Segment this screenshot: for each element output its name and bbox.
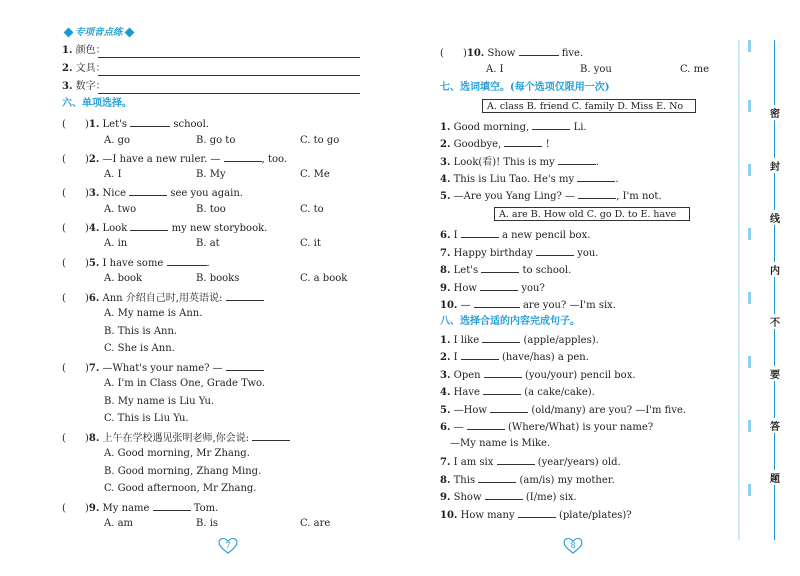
fill-item: 1. I like (apple/apples).: [440, 332, 599, 348]
option[interactable]: A. My name is Ann.: [104, 308, 203, 319]
answer-paren[interactable]: ( ): [62, 258, 89, 269]
option[interactable]: A. Good morning, Mr Zhang.: [104, 448, 250, 459]
answer-paren[interactable]: ( ): [62, 433, 89, 444]
option[interactable]: A. go: [104, 135, 131, 146]
question-4: ( )4. Look my new storybook.: [62, 220, 267, 236]
blank[interactable]: [130, 220, 168, 231]
blank[interactable]: [467, 419, 505, 430]
page-number: 8: [570, 541, 576, 550]
answer-paren[interactable]: ( ): [62, 154, 89, 165]
fill-item: 8. This (am/is) my mother.: [440, 472, 615, 488]
blank[interactable]: [577, 171, 615, 182]
blank[interactable]: [167, 255, 207, 266]
option[interactable]: C. Me: [300, 169, 330, 180]
fill-item: 2. Goodbye, !: [440, 136, 550, 152]
option[interactable]: B. is: [196, 518, 219, 529]
blank[interactable]: [519, 45, 559, 56]
blank[interactable]: [484, 367, 522, 378]
fill-item: 7. I am six (year/years) old.: [440, 454, 621, 470]
question-1: ( )1. Let's school.: [62, 116, 209, 132]
question-9: ( )9. My name Tom.: [62, 500, 218, 516]
option[interactable]: C. This is Liu Yu.: [104, 413, 189, 424]
option[interactable]: A. I: [104, 169, 122, 180]
blank[interactable]: [226, 360, 264, 371]
question-8: ( )8. 上午在学校遇见张明老师,你会说:: [62, 430, 290, 446]
blank[interactable]: [129, 185, 167, 196]
fill-item: 4. This is Liu Tao. He's my .: [440, 171, 619, 187]
option[interactable]: B. you: [580, 64, 612, 75]
fill-item: 5. —Are you Yang Ling? — , I'm not.: [440, 188, 662, 204]
option[interactable]: C. Good afternoon, Mr Zhang.: [104, 483, 257, 494]
option[interactable]: A. I'm in Class One, Grade Two.: [104, 378, 266, 389]
fill-item: 7. Happy birthday you.: [440, 245, 598, 261]
section-7-title: 七、选词填空。(每个选项仅限用一次): [440, 82, 610, 93]
option[interactable]: C. to: [300, 204, 324, 215]
seal-char: 不: [769, 314, 781, 329]
blank[interactable]: [482, 332, 520, 343]
fill-item: 6. I a new pencil box.: [440, 227, 590, 243]
blank[interactable]: [532, 119, 570, 130]
word-bank-2: A. are B. How old C. go D. to E. have: [494, 207, 690, 221]
blank[interactable]: [478, 472, 516, 483]
blank[interactable]: [461, 349, 499, 360]
seal-char: 线: [769, 210, 781, 225]
page-number: 7: [225, 541, 231, 550]
blank[interactable]: [536, 245, 574, 256]
answer-paren[interactable]: ( ): [62, 188, 89, 199]
option[interactable]: B. Good morning, Zhang Ming.: [104, 466, 262, 477]
seal-char: 密: [769, 105, 781, 120]
option[interactable]: A. am: [104, 518, 134, 529]
binding-dashes: [748, 40, 758, 540]
fill-item: 3. Look(看)! This is my .: [440, 154, 599, 170]
answer-line[interactable]: [98, 75, 360, 76]
blank[interactable]: [558, 154, 596, 165]
seal-char: 封: [769, 158, 781, 173]
option[interactable]: A. two: [104, 204, 137, 215]
answer-paren[interactable]: ( ): [62, 503, 89, 514]
option[interactable]: B. at: [196, 238, 220, 249]
seal-char: 题: [769, 470, 781, 485]
blank[interactable]: [252, 430, 290, 441]
section-header: 专项音点练: [62, 26, 136, 40]
option[interactable]: A. I: [486, 64, 504, 75]
binding-divider: [738, 40, 740, 540]
question-5: ( )5. I have some .: [62, 255, 210, 271]
diamond-icon: [124, 28, 134, 38]
option[interactable]: C. She is Ann.: [104, 343, 175, 354]
fill-item: 8. Let's to school.: [440, 262, 571, 278]
seal-char: 答: [769, 418, 781, 433]
question-7: ( )7. —What's your name? —: [62, 360, 264, 376]
blank[interactable]: [485, 489, 523, 500]
blank[interactable]: [224, 151, 262, 162]
answer-paren[interactable]: ( ): [62, 119, 89, 130]
blank[interactable]: [461, 227, 499, 238]
fill-item: 5. —How (old/many) are you? —I'm five.: [440, 402, 686, 418]
question-3: ( )3. Nice see you again.: [62, 185, 243, 201]
option[interactable]: A. in: [104, 238, 128, 249]
blank[interactable]: [226, 290, 264, 301]
answer-paren[interactable]: ( ): [62, 293, 89, 304]
fill-item-continuation: —My name is Mike.: [450, 438, 551, 449]
answer-paren[interactable]: ( ): [62, 223, 89, 234]
fill-item: 4. Have (a cake/cake).: [440, 384, 595, 400]
seal-char: 内: [769, 262, 781, 277]
question-10: ( )10. Show five.: [440, 45, 583, 61]
seal-char: 要: [769, 366, 781, 381]
option[interactable]: C. to go: [300, 135, 340, 146]
fill-item: 9. How you?: [440, 280, 545, 296]
page-number-badge: [563, 537, 583, 555]
blank[interactable]: [474, 297, 520, 308]
blank[interactable]: [153, 500, 191, 511]
option[interactable]: B. My name is Liu Yu.: [104, 396, 215, 407]
blank[interactable]: [490, 402, 528, 413]
option[interactable]: C. me: [680, 64, 710, 75]
option[interactable]: B. books: [196, 273, 240, 284]
fill-item: 3. Open (you/your) pencil box.: [440, 367, 636, 383]
fill-item: 9. Show (I/me) six.: [440, 489, 577, 505]
fill-item: 2. I (have/has) a pen.: [440, 349, 589, 365]
option[interactable]: B. This is Ann.: [104, 326, 178, 337]
section-6-title: 六、单项选择。: [62, 98, 132, 109]
option[interactable]: B. My: [196, 169, 226, 180]
blank[interactable]: [497, 454, 535, 465]
blank[interactable]: [130, 116, 170, 127]
blank[interactable]: [483, 384, 521, 395]
fill-item: 6. — (Where/What) is your name?: [440, 419, 653, 435]
fill-item: 10. — are you? —I'm six.: [440, 297, 616, 313]
diamond-icon: [64, 28, 74, 38]
question-2: ( )2. —I have a new ruler. — , too.: [62, 151, 287, 167]
option[interactable]: B. too: [196, 204, 226, 215]
option[interactable]: C. a book: [300, 273, 348, 284]
option[interactable]: A. book: [104, 273, 143, 284]
fill-line-1: 1. 颜色：: [62, 45, 106, 56]
fill-line-3: 3. 数字：: [62, 81, 106, 92]
blank[interactable]: [518, 507, 556, 518]
blank[interactable]: [504, 136, 542, 147]
option[interactable]: B. go to: [196, 135, 236, 146]
answer-paren[interactable]: ( ): [62, 363, 89, 374]
page-number-badge: [218, 537, 238, 555]
seal-line: [760, 40, 790, 540]
question-6: ( )6. Ann 介绍自己时,用英语说:: [62, 290, 264, 306]
word-bank-1: A. class B. friend C. family D. Miss E. No: [482, 99, 696, 113]
blank[interactable]: [480, 280, 518, 291]
blank[interactable]: [481, 262, 519, 273]
blank[interactable]: [578, 188, 616, 199]
option[interactable]: C. are: [300, 518, 331, 529]
fill-line-2: 2. 文具：: [62, 63, 106, 74]
answer-line[interactable]: [98, 93, 360, 94]
fill-item: 1. Good morning, Li.: [440, 119, 587, 135]
answer-line[interactable]: [98, 57, 360, 58]
section-8-title: 八、选择合适的内容完成句子。: [440, 316, 580, 327]
answer-paren[interactable]: ( ): [440, 48, 467, 59]
fill-item: 10. How many (plate/plates)?: [440, 507, 632, 523]
option[interactable]: C. it: [300, 238, 321, 249]
